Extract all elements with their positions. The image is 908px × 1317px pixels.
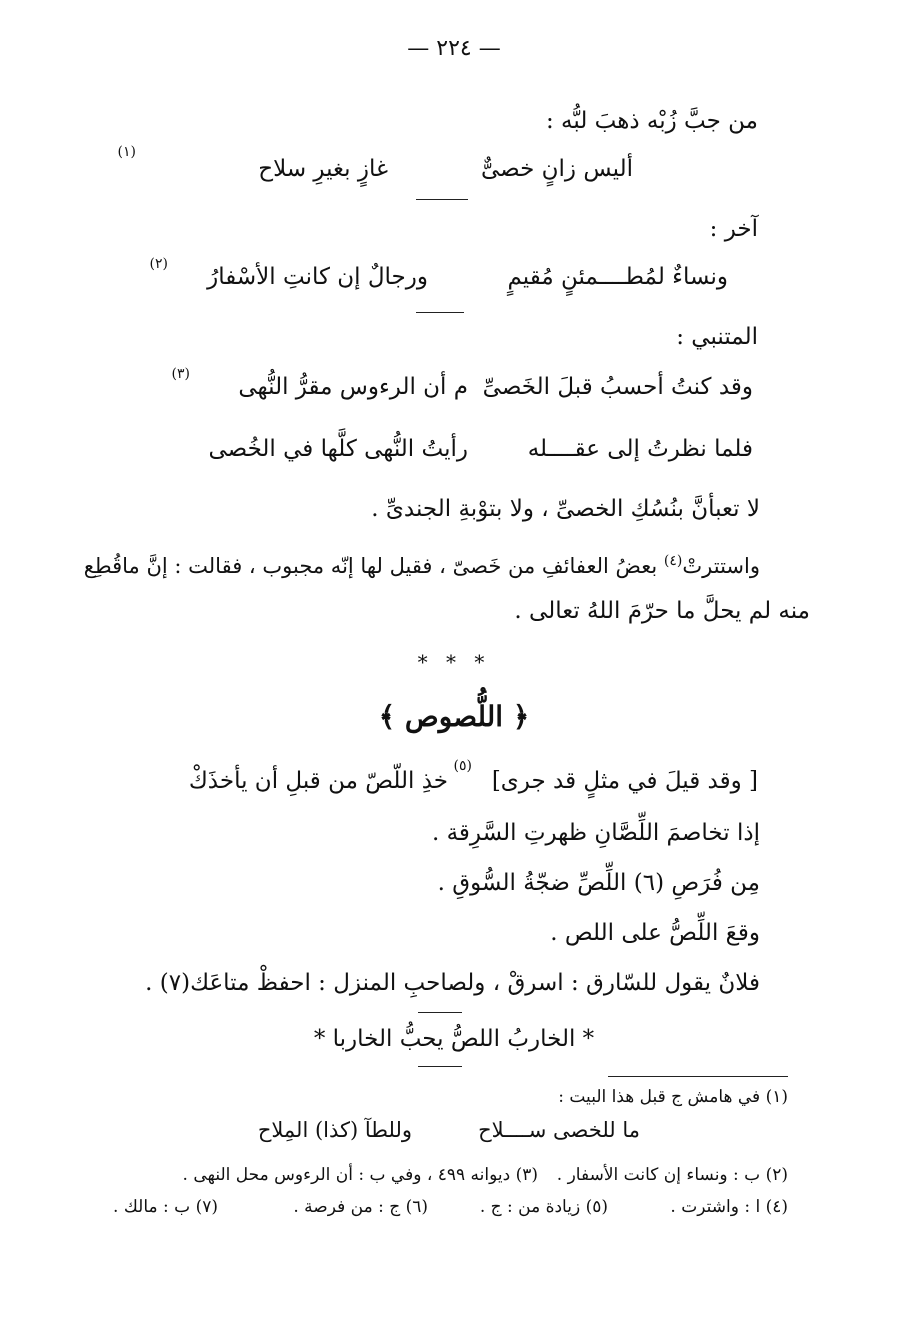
proverb-final-line: * الخاربُ اللصُّ يحبُّ الخاربا * xyxy=(313,1026,595,1052)
section-verse-first-half: [ وقد قيلَ في مثلٍ قد جرى] xyxy=(491,768,758,794)
prose-line-1: لا تعبأنَّ بنُسُكِ الخصىِّ ، ولا بتوْبةِ الجندىِّ . xyxy=(371,496,760,522)
section-separator-stars: * * * xyxy=(417,650,491,674)
footnote-2: (٢) ب : ونساء إن كانت الأسفار . xyxy=(556,1165,788,1185)
footnote-1-intro: (١) في هامش ج قبل هذا البيت : xyxy=(558,1087,788,1107)
proverb-line-3: وقعَ اللِّصُّ على اللص . xyxy=(550,920,760,946)
verse-3-first-half: وقد كنتُ أحسبُ قبلَ الخَصىِّ xyxy=(482,374,753,400)
verse-1-first-half: أليس زانٍ خصىٌّ xyxy=(480,156,633,182)
proverb-rule-bottom xyxy=(418,1066,462,1067)
footnote-3: (٣) ديوانه ٤٩٩ ، وفي ب : أن الرءوس محل النهى . xyxy=(182,1165,538,1185)
footnote-rule xyxy=(608,1076,788,1077)
verse-1-second-half: غازٍ بغيرِ سلاح xyxy=(258,156,388,182)
footnote-4: (٤) ا : واشترت . xyxy=(670,1197,788,1217)
verse-2-first-half: ونساءٌ لمُطــــمئنٍ مُقيمٍ xyxy=(507,264,728,290)
section-verse-second-half: خذِ اللّصّ من قبلِ أن يأخذَكْ xyxy=(188,768,448,794)
footnote-7: (٧) ب : مالك . xyxy=(113,1197,218,1217)
prose-line-2 xyxy=(84,544,760,583)
verse-1-rule xyxy=(416,199,468,200)
intro-line-2: آخر : xyxy=(709,216,758,242)
verse-4-first-half: فلما نظرتُ إلى عقــــله xyxy=(527,436,753,462)
verse-2-rule xyxy=(416,312,464,313)
footnote-5: (٥) زيادة من : ج . xyxy=(479,1197,608,1217)
prose-line-3: منه لم يحلَّ ما حرّمَ اللهُ تعالى . xyxy=(514,598,810,624)
proverb-line-1: إذا تخاصمَ اللِّصَّانِ ظهرتِ السَّرِقة . xyxy=(431,820,760,846)
verse-3-footnote-ref: (٣) xyxy=(171,366,190,382)
intro-line-3: المتنبي : xyxy=(676,324,758,350)
verse-2-second-half: ورجالٌ إن كانتِ الأسْفارُ xyxy=(207,264,428,290)
section-verse-footnote-ref: (٥) xyxy=(453,758,472,774)
proverb-line-4: فلانٌ يقول للسّارق : اسرقْ ، ولصاحبِ المنزل : احفظْ متاعَك(٧) . xyxy=(145,970,760,996)
footnote-1-verse-second: وللطآ (كذا) المِلاح xyxy=(257,1118,412,1142)
verse-4-second-half: رأيتُ النُّهى كلَّها في الخُصى xyxy=(208,436,468,462)
verse-3-second-half: م أن الرءوس مقرُّ النُّهى xyxy=(238,374,468,400)
prose-line-2-rest: بعضُ العفائفِ من خَصىّ ، فقيل لها إنّه مجبوب ، فقالت : إنَّ ماقُطِع xyxy=(83,554,658,578)
page-number: — ٢٢٤ — xyxy=(407,36,501,61)
prose-line-2-start: واستترتْ xyxy=(682,554,760,578)
prose-line-2-footnote-ref: (٤) xyxy=(663,553,683,569)
section-heading: ﴿ اللُّصوص ﴾ xyxy=(378,700,530,733)
proverb-rule-top xyxy=(418,1012,462,1013)
footnote-6: (٦) ج : من فرصة . xyxy=(293,1197,428,1217)
intro-line-1: من جبَّ زُبْه ذهبَ لبُّه : xyxy=(545,108,758,134)
proverb-line-2: مِن فُرَصِ (٦) اللِّصِّ ضجّةُ السُّوقِ . xyxy=(437,870,760,896)
verse-2-footnote-ref: (٢) xyxy=(149,256,168,272)
footnote-1-verse-first: ما للخصى ســــلاح xyxy=(478,1118,640,1142)
verse-1-footnote-ref: (١) xyxy=(117,144,136,160)
